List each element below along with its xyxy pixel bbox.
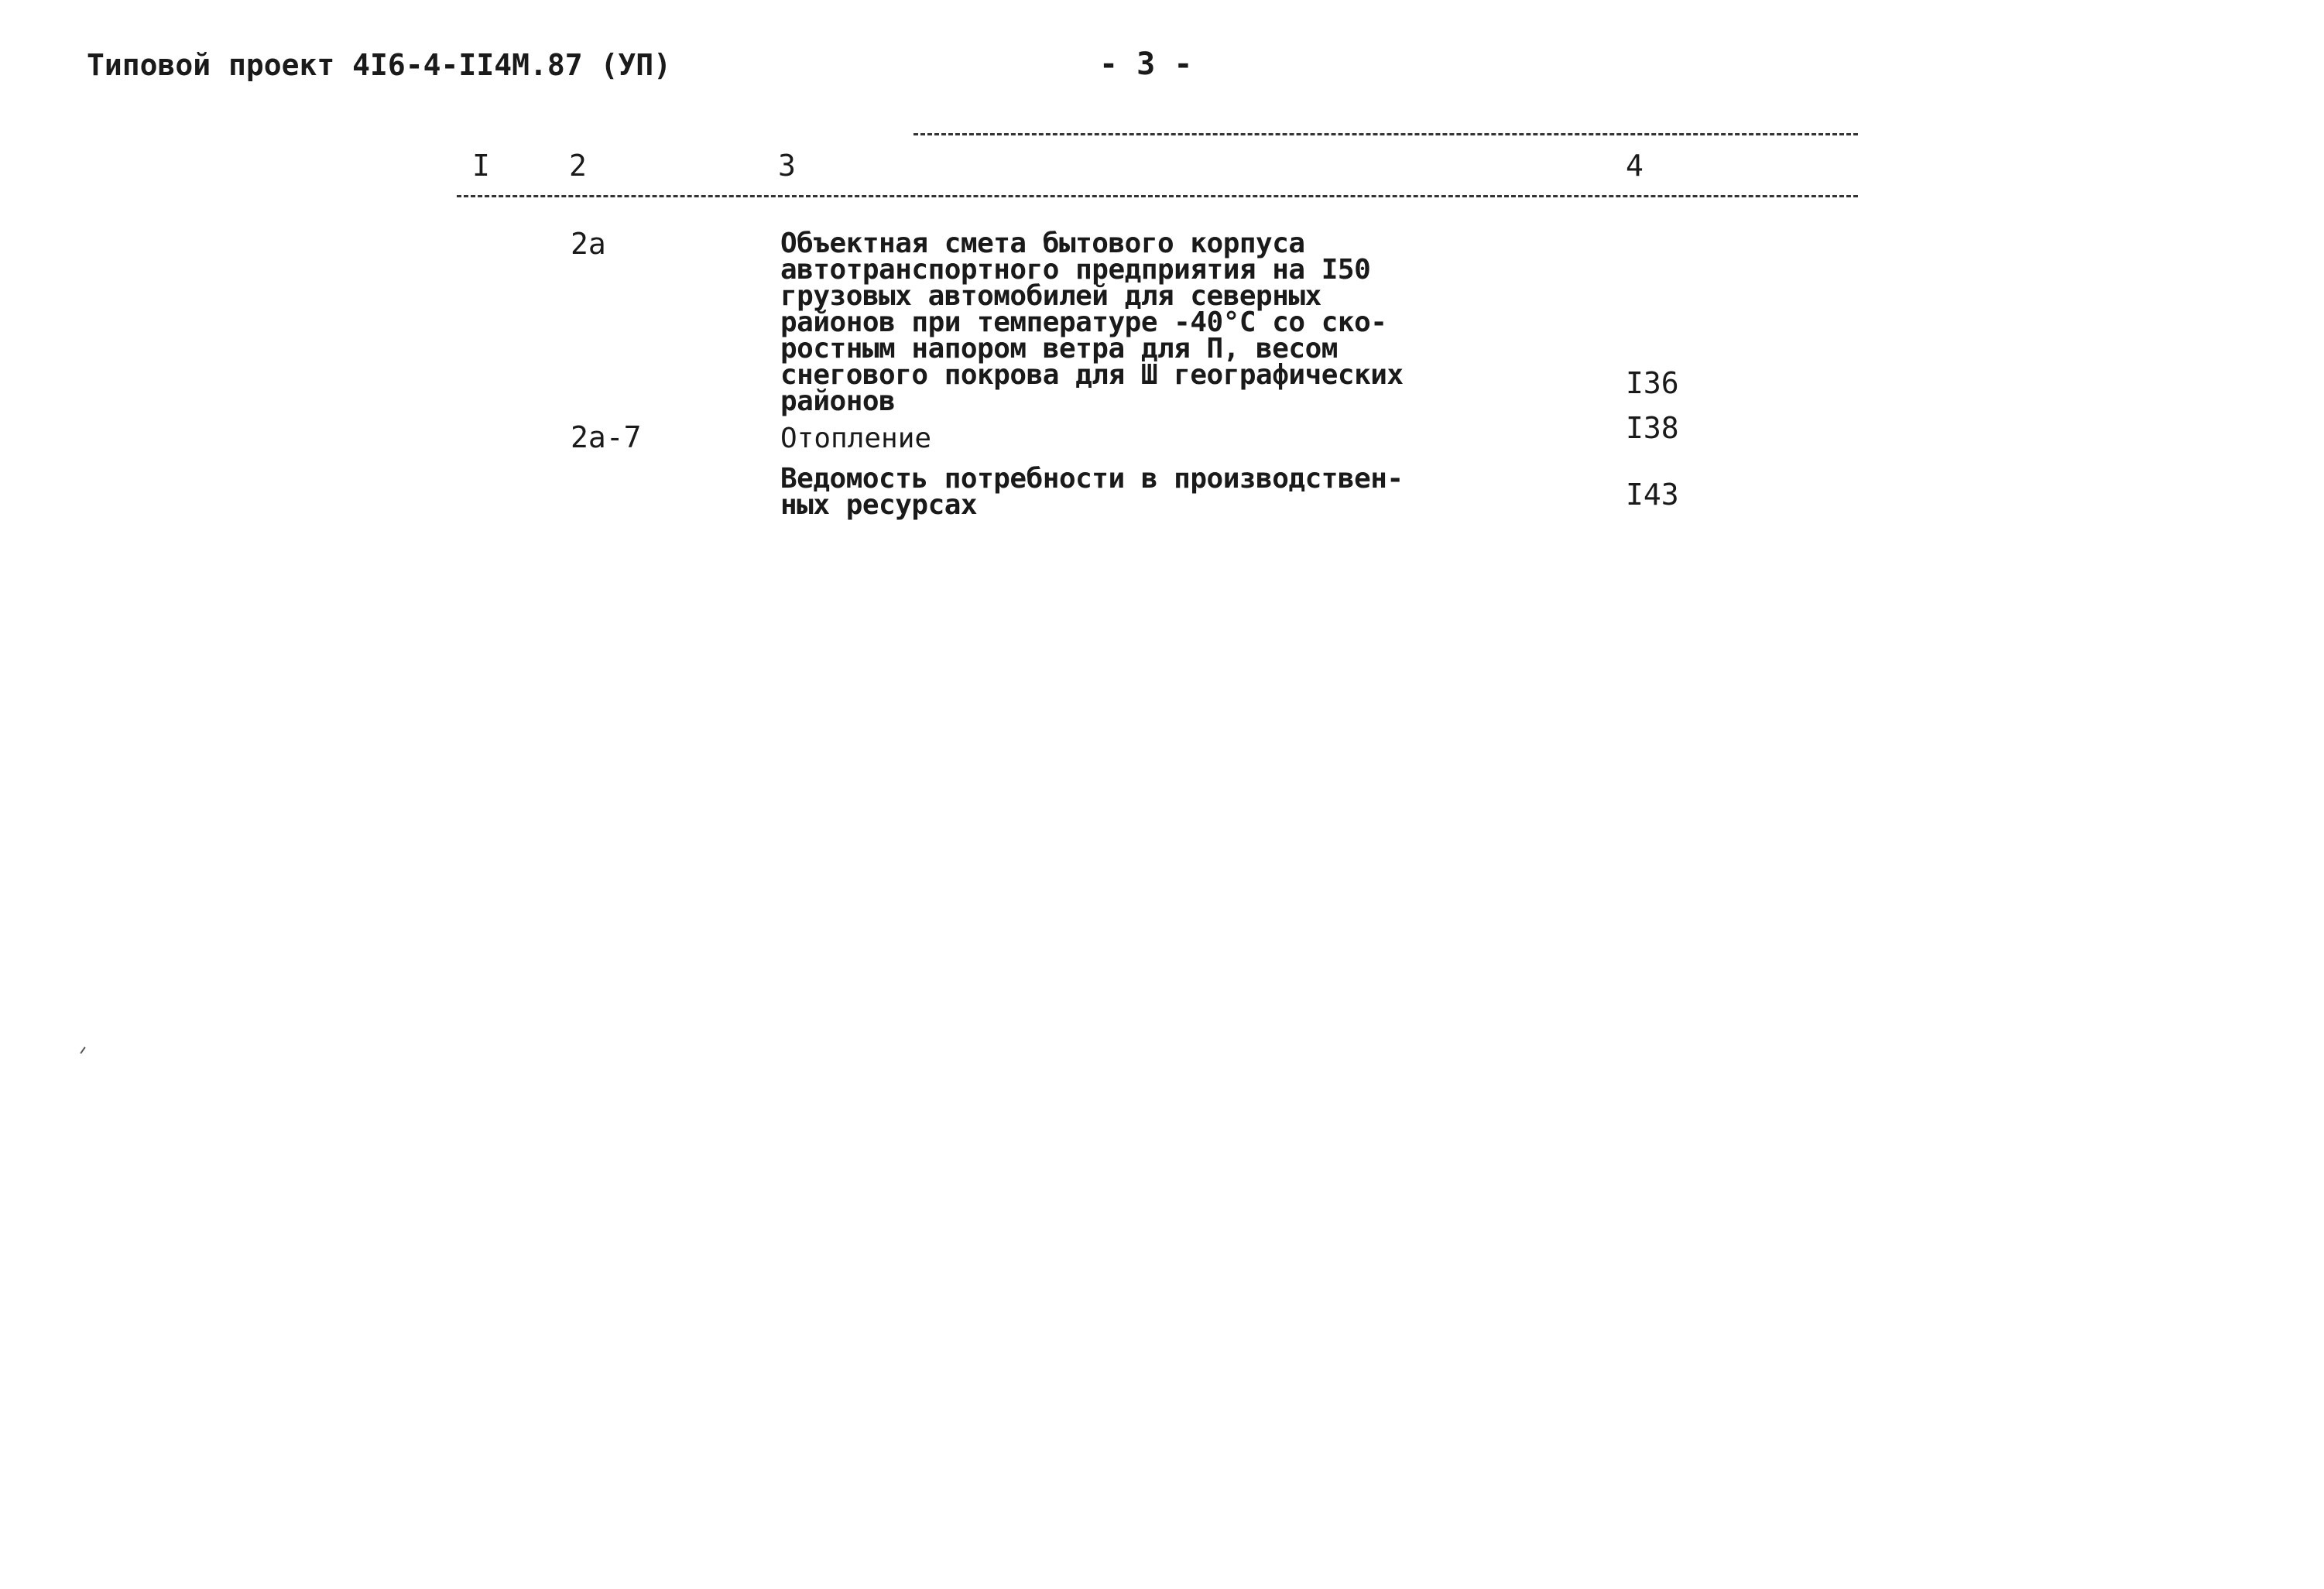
scan-speck	[80, 1046, 85, 1053]
row-page: I36	[1626, 366, 1679, 400]
row-code: 2а	[571, 227, 606, 261]
column-header-2: 2	[569, 149, 587, 183]
column-header-4: 4	[1626, 149, 1644, 183]
header-bottom-rule	[457, 195, 1858, 197]
column-header-1: I	[472, 149, 490, 183]
column-header-3: 3	[778, 149, 796, 183]
row-description: Объектная смета бытового корпуса автотранспортного предприятия на I50 грузовых автомобилей для северных районов при температуре -40°С со ско- ростным напором ветра для П, весом снегового покрова для Ш географических районов	[780, 228, 1404, 417]
row-description: Ведомость потребности в производствен- ных ресурсах	[780, 463, 1404, 521]
page-number: - 3 -	[1099, 46, 1193, 82]
table-top-rule	[913, 133, 1858, 135]
row-code: 2а-7	[571, 420, 642, 454]
row-description: Отопление	[780, 423, 932, 454]
row-page: I38	[1626, 411, 1679, 445]
project-title: Типовой проект 4I6-4-II4M.87 (УП)	[87, 48, 671, 82]
row-page: I43	[1626, 478, 1679, 512]
